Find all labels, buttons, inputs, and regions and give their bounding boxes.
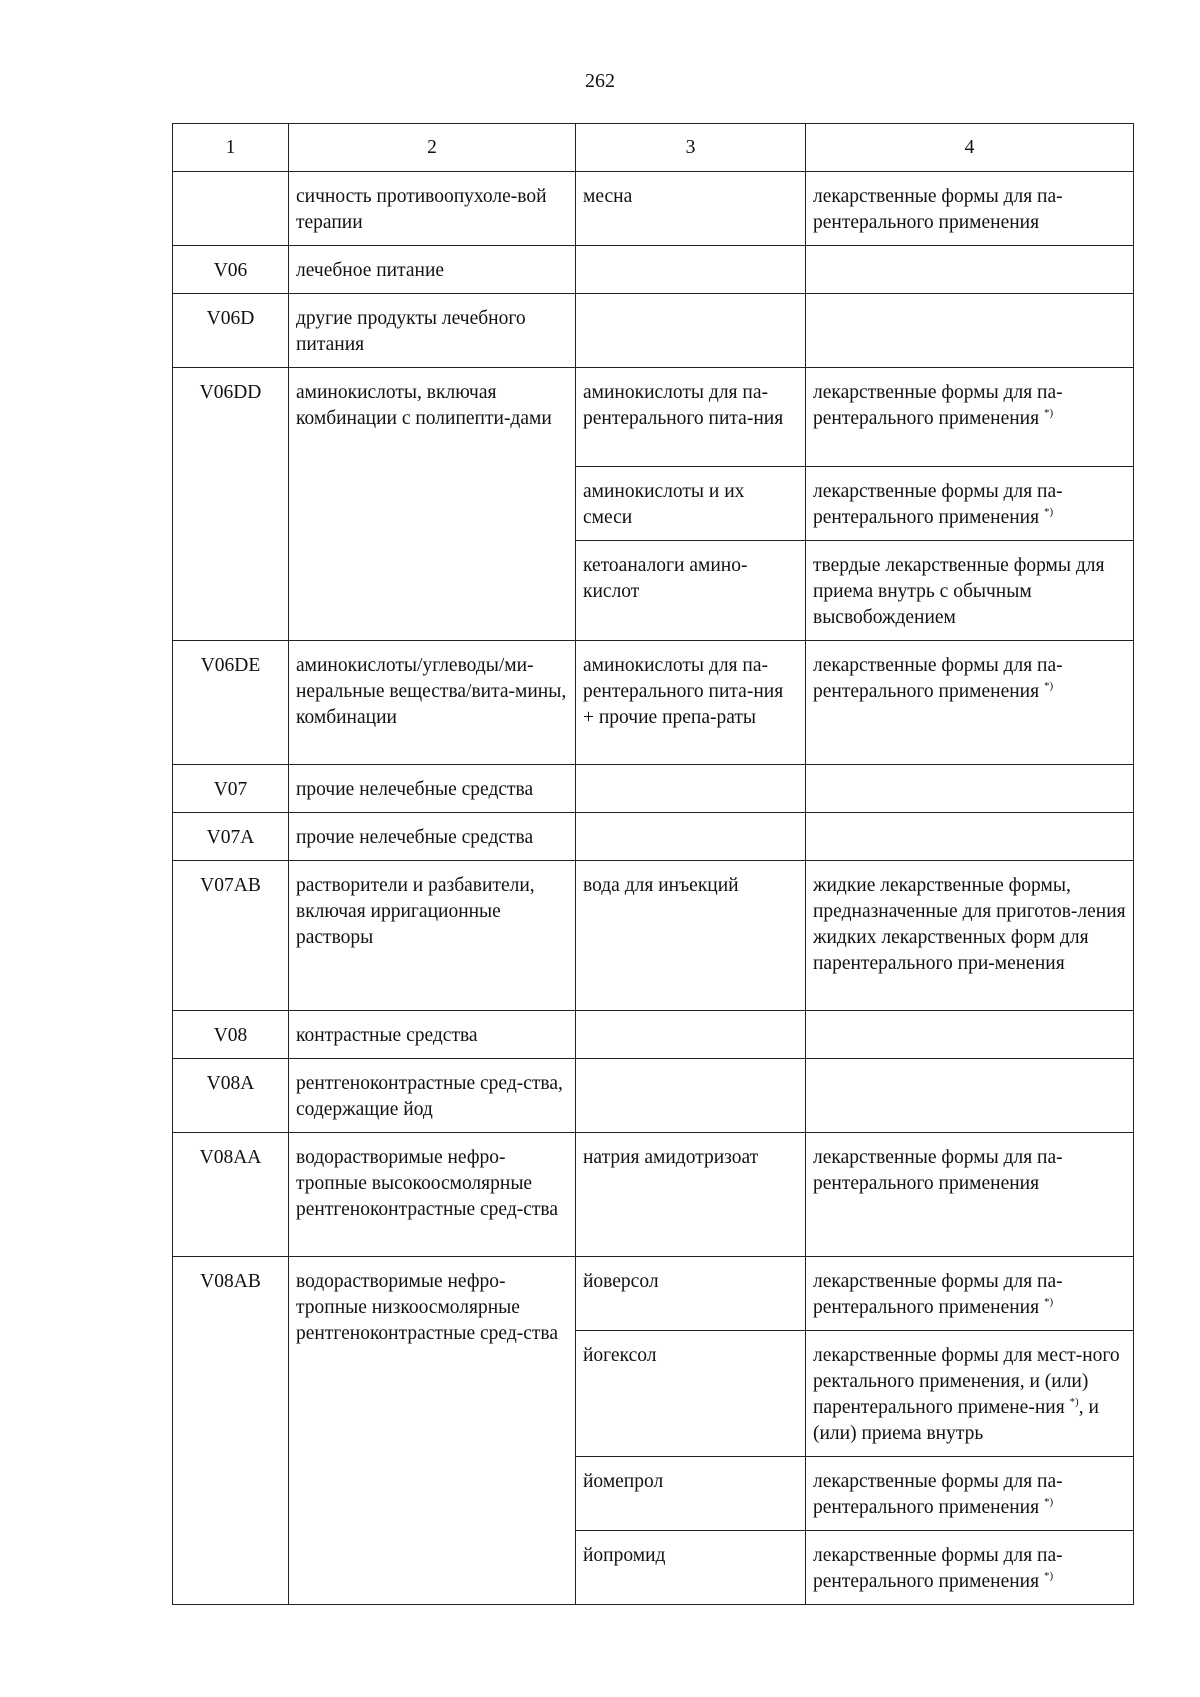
drug-cell bbox=[576, 294, 806, 368]
footnote-mark: *) bbox=[1043, 1496, 1054, 1508]
group-cell: лечебное питание bbox=[289, 246, 576, 294]
header-cell: 1 bbox=[173, 124, 289, 172]
form-cell: жидкие лекарственные формы, предназначенные для приготов-ления жидких лекарственных форм для парентерального при-менения bbox=[806, 861, 1134, 1011]
drug-classification-table bbox=[172, 123, 1134, 1605]
group-cell: водорастворимые нефро-тропные низкоосмолярные рентгеноконтрастные сред-ства bbox=[289, 1257, 576, 1605]
drug-cell: йоверсол bbox=[576, 1257, 806, 1331]
drug-cell: йогексол bbox=[576, 1331, 806, 1457]
group-cell: сичность противоопухоле-вой терапии bbox=[289, 172, 576, 246]
atc-code-cell: V08 bbox=[173, 1011, 289, 1059]
group-cell: аминокислоты, включая комбинации с полипепти-дами bbox=[289, 368, 576, 641]
form-cell bbox=[806, 813, 1134, 861]
table-row bbox=[173, 765, 1134, 813]
drug-cell: йопромид bbox=[576, 1531, 806, 1605]
form-cell bbox=[806, 246, 1134, 294]
atc-code-cell bbox=[173, 172, 289, 246]
footnote-mark: *) bbox=[1069, 1396, 1079, 1408]
table-row bbox=[173, 1257, 1134, 1331]
header-row bbox=[173, 124, 1134, 172]
drug-cell: аминокислоты для па-рентерального пита-ния bbox=[576, 368, 806, 467]
form-cell bbox=[806, 294, 1134, 368]
table-row bbox=[173, 813, 1134, 861]
footnote-mark: *) bbox=[1043, 1296, 1054, 1308]
table-row bbox=[173, 368, 1134, 467]
form-cell bbox=[806, 1011, 1134, 1059]
form-cell: лекарственные формы для па-рентерального применения bbox=[806, 172, 1134, 246]
form-text: лекарственные формы для па-рентерального применения bbox=[813, 655, 1063, 702]
table-row bbox=[173, 1059, 1134, 1133]
drug-cell: месна bbox=[576, 172, 806, 246]
group-cell: контрастные средства bbox=[289, 1011, 576, 1059]
form-text: лекарственные формы для мест-ного ректального применения, и (или) парентерального примене-ния bbox=[813, 1345, 1120, 1418]
atc-code-cell: V08A bbox=[173, 1059, 289, 1133]
form-cell bbox=[806, 368, 1134, 467]
drug-cell bbox=[576, 813, 806, 861]
form-text: лекарственные формы для па-рентерального применения bbox=[813, 1545, 1063, 1592]
drug-cell: натрия амидотризоат bbox=[576, 1133, 806, 1257]
table-row bbox=[173, 172, 1134, 246]
form-text: лекарственные формы для па-рентерального применения bbox=[813, 1471, 1063, 1518]
drug-cell bbox=[576, 1059, 806, 1133]
group-cell: водорастворимые нефро-тропные высокоосмолярные рентгеноконтрастные сред-ства bbox=[289, 1133, 576, 1257]
drug-cell bbox=[576, 246, 806, 294]
drug-cell: кетоаналоги амино-кислот bbox=[576, 541, 806, 641]
drug-cell: йомепрол bbox=[576, 1457, 806, 1531]
table-row bbox=[173, 861, 1134, 1011]
drug-cell: аминокислоты и их смеси bbox=[576, 467, 806, 541]
group-cell: растворители и разбавители, включая ирригационные растворы bbox=[289, 861, 576, 1011]
form-cell bbox=[806, 765, 1134, 813]
footnote-mark: *) bbox=[1043, 407, 1054, 419]
atc-code-cell: V06D bbox=[173, 294, 289, 368]
drug-cell bbox=[576, 765, 806, 813]
form-cell bbox=[806, 467, 1134, 541]
page-number: 262 bbox=[585, 70, 615, 92]
form-cell bbox=[806, 641, 1134, 765]
atc-code-cell: V07 bbox=[173, 765, 289, 813]
header-cell: 3 bbox=[576, 124, 806, 172]
group-cell: прочие нелечебные средства bbox=[289, 765, 576, 813]
group-cell: рентгеноконтрастные сред-ства, содержащие йод bbox=[289, 1059, 576, 1133]
form-text: лекарственные формы для па-рентерального применения bbox=[813, 481, 1063, 528]
header-cell: 2 bbox=[289, 124, 576, 172]
table-row bbox=[173, 246, 1134, 294]
group-cell: другие продукты лечебного питания bbox=[289, 294, 576, 368]
atc-code-cell: V08AA bbox=[173, 1133, 289, 1257]
form-cell: лекарственные формы для па-рентерального применения bbox=[806, 1133, 1134, 1257]
form-cell bbox=[806, 1531, 1134, 1605]
footnote-mark: *) bbox=[1043, 1570, 1054, 1582]
drug-cell: аминокислоты для па-рентерального пита-ния + прочие препа-раты bbox=[576, 641, 806, 765]
form-text-continued: , и (или) приема внутрь bbox=[813, 1397, 1099, 1444]
atc-code-cell: V07AB bbox=[173, 861, 289, 1011]
form-cell bbox=[806, 1457, 1134, 1531]
form-cell bbox=[806, 1331, 1134, 1457]
table-row bbox=[173, 294, 1134, 368]
table-row bbox=[173, 641, 1134, 765]
footnote-mark: *) bbox=[1043, 680, 1054, 692]
group-cell: прочие нелечебные средства bbox=[289, 813, 576, 861]
atc-code-cell: V06 bbox=[173, 246, 289, 294]
group-cell: аминокислоты/углеводы/ми-неральные вещества/вита-мины, комбинации bbox=[289, 641, 576, 765]
atc-code-cell: V08AB bbox=[173, 1257, 289, 1605]
table-row bbox=[173, 1133, 1134, 1257]
atc-code-cell: V06DE bbox=[173, 641, 289, 765]
drug-cell bbox=[576, 1011, 806, 1059]
atc-code-cell: V06DD bbox=[173, 368, 289, 641]
form-text: лекарственные формы для па-рентерального применения bbox=[813, 382, 1063, 429]
form-cell bbox=[806, 1257, 1134, 1331]
form-cell bbox=[806, 1059, 1134, 1133]
footnote-mark: *) bbox=[1043, 506, 1054, 518]
header-cell: 4 bbox=[806, 124, 1134, 172]
form-cell: твердые лекарственные формы для приема внутрь с обычным высвобождением bbox=[806, 541, 1134, 641]
drug-cell: вода для инъекций bbox=[576, 861, 806, 1011]
form-text: лекарственные формы для па-рентерального применения bbox=[813, 1271, 1063, 1318]
atc-code-cell: V07A bbox=[173, 813, 289, 861]
table-row bbox=[173, 1011, 1134, 1059]
